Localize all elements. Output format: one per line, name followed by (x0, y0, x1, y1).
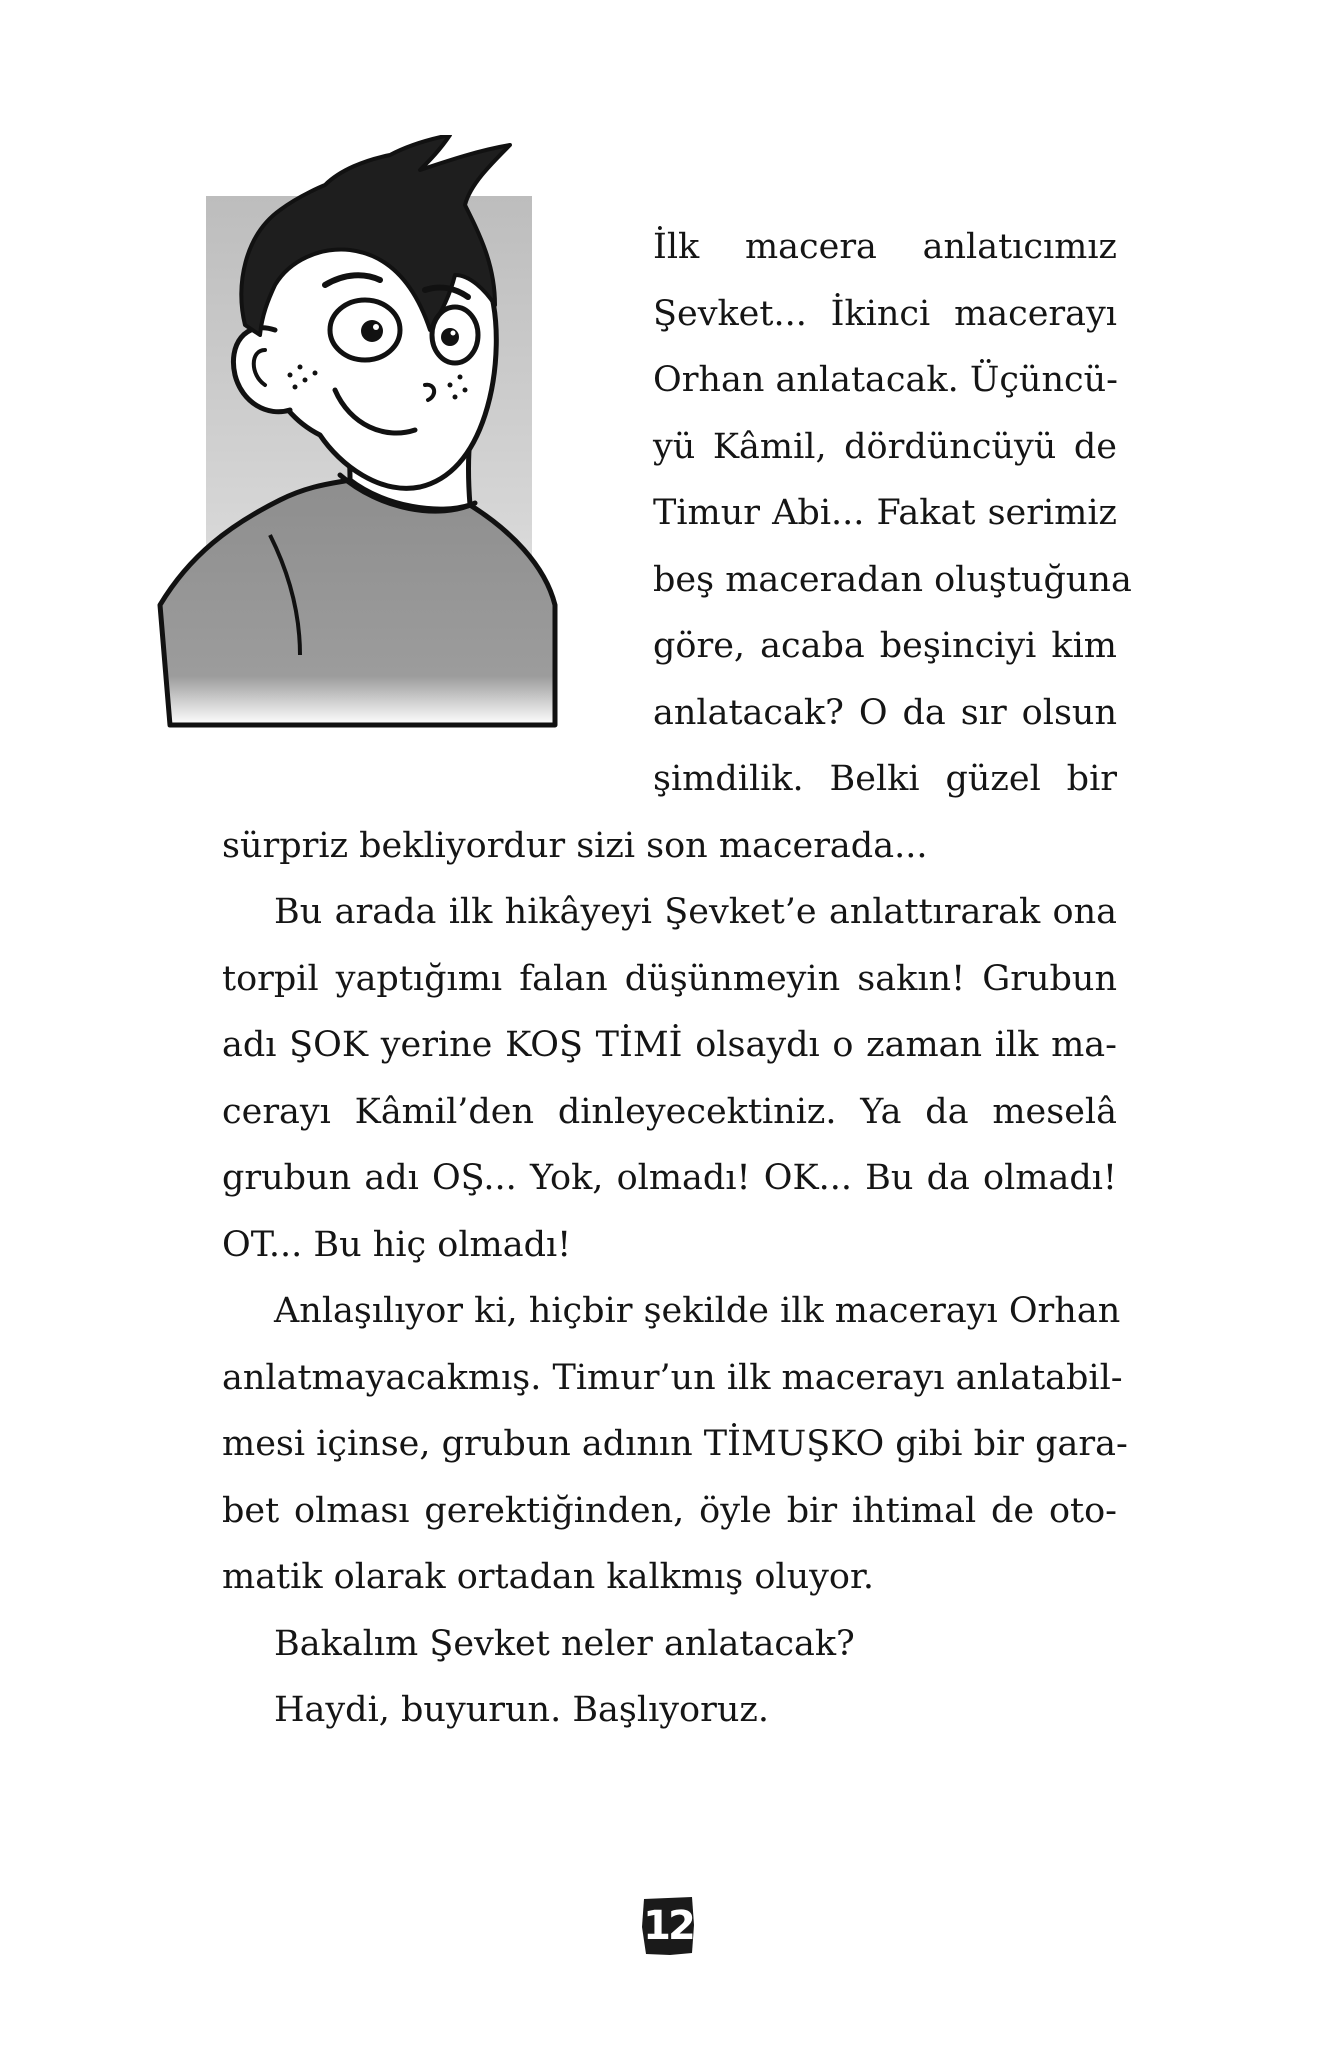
text-line: beş maceradan oluştuğuna (653, 559, 1132, 600)
paragraph-1 (222, 214, 1132, 879)
text-line: Bakalım Şevket neler anlatacak? (274, 1623, 855, 1664)
text-line: Anlaşılıyor ki, hiçbir şekilde ilk macerayı Orhan (274, 1291, 1121, 1331)
text-line: mesi içinse, grubun adının TİMUŞKO gibi bir gara- (222, 1424, 1128, 1464)
text-line: göre, acaba beşinciyi kim (653, 626, 1117, 666)
text-line: cerayı Kâmil’den dinleyecektiniz. Ya da meselâ (222, 1091, 1117, 1132)
paragraph-2 (222, 879, 1117, 1278)
text-line: şimdilik. Belki güzel bir (653, 759, 1117, 799)
text-line: Haydi, buyurun. Başlıyoruz. (274, 1690, 769, 1730)
text-line: İlk macera anlatıcımız (653, 227, 1117, 267)
text-line: OT... Bu hiç olmadı! (222, 1224, 572, 1265)
text-line: anlatmayacakmış. Timur’un ilk macerayı anlatabil- (222, 1357, 1123, 1398)
body-text (222, 214, 1132, 1744)
text-line: anlatacak? O da sır olsun (653, 692, 1117, 733)
text-line: yü Kâmil, dördüncüyü de (653, 426, 1117, 467)
text-line: torpil yaptığımı falan düşünmeyin sakın! Grubun (222, 958, 1117, 999)
paragraph-5 (222, 1677, 1117, 1744)
page-number-text: 12 (643, 1903, 693, 1949)
text-line: bet olması gerektiğinden, öyle bir ihtimal de oto- (222, 1490, 1117, 1531)
paragraph-3 (222, 1278, 1128, 1611)
text-line: Şevket... İkinci macerayı (653, 293, 1117, 334)
text-line: matik olarak ortadan kalkmış oluyor. (222, 1557, 874, 1597)
page-number (640, 1895, 696, 1957)
text-line: sürpriz bekliyordur sizi son macerada... (222, 825, 928, 866)
paragraph-4 (222, 1611, 1117, 1678)
text-line: Timur Abi... Fakat serimiz (653, 493, 1117, 533)
text-line: Bu arada ilk hikâyeyi Şevket’e anlattırarak ona (274, 892, 1117, 932)
text-line: Orhan anlatacak. Üçüncü- (653, 360, 1118, 400)
text-line: grubun adı OŞ... Yok, olmadı! OK... Bu da olmadı! (222, 1158, 1117, 1198)
text-line: adı ŞOK yerine KOŞ TİMİ olsaydı o zaman ilk ma- (222, 1025, 1117, 1065)
